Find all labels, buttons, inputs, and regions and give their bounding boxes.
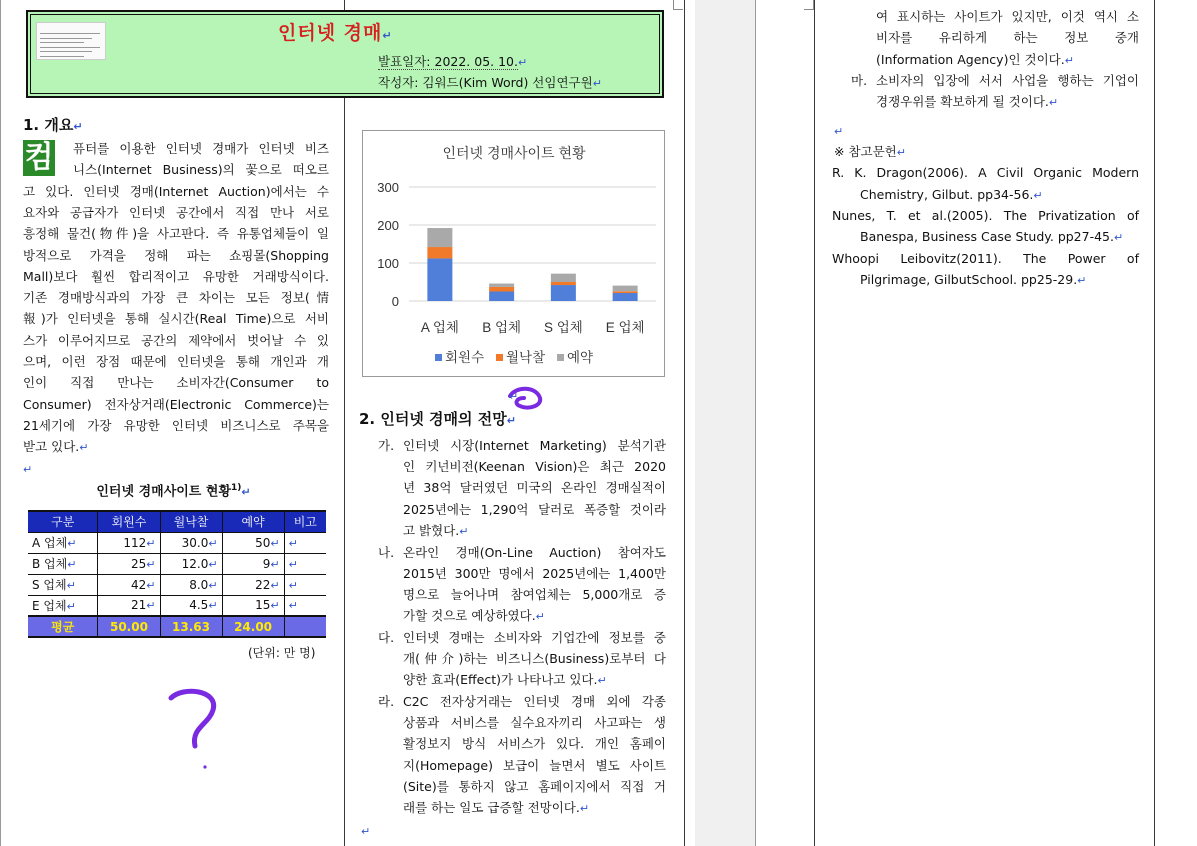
paragraph-mark: ↵	[597, 674, 607, 688]
body-line-text: 으며, 이런 장점 때문에 인터넷을 통해 개인과 개	[23, 354, 329, 369]
table-cell[interactable]	[160, 553, 222, 574]
table-header-cell: 회원수	[98, 511, 160, 532]
list-marker	[378, 435, 394, 456]
empty-paragraph-3	[834, 120, 843, 142]
table-cell[interactable]	[98, 595, 160, 616]
continuation-text: 비자를 유리하게 하는 정보 중개	[876, 30, 1139, 46]
reference-line	[860, 184, 1043, 206]
list-marker	[378, 627, 394, 648]
body-line-text: 21세기에 가장 유망한 인터넷 비즈니스로 주목을	[23, 417, 329, 433]
paragraph-mark: ↵	[270, 557, 280, 571]
table-cell-text: 22	[255, 577, 271, 592]
list-line	[403, 776, 666, 797]
table-cell-text: 42	[131, 577, 147, 592]
page-2[interactable]	[755, 0, 1197, 846]
body-line	[23, 351, 329, 372]
table-cell[interactable]	[284, 595, 326, 616]
table-cell-text: 8.0	[189, 577, 209, 592]
body-line-text: 니스(Internet Business)의 꽃으로 떠오르	[73, 162, 329, 178]
list-line	[403, 499, 666, 520]
bar-월낙찰-2	[551, 282, 576, 285]
y-tick-label: 300	[377, 180, 399, 195]
reference-line	[832, 162, 1139, 183]
drop-cap: 컴	[24, 140, 54, 175]
stacked-bar-chart	[363, 131, 666, 378]
y-tick-label: 100	[377, 256, 399, 271]
thumbnail-line	[40, 38, 92, 39]
body-line-text: 인이 직접 만나는 소비자간(Consumer to	[23, 375, 329, 391]
table-cell-text: 50	[255, 535, 271, 550]
section2-heading: 2. 인터넷 경매의 전망↵	[359, 410, 516, 428]
table-cell[interactable]	[98, 553, 160, 574]
bar-월낙찰-3	[613, 291, 638, 293]
body-line	[23, 308, 329, 329]
table-cell[interactable]	[222, 553, 284, 574]
list-line	[403, 648, 666, 669]
body-line	[73, 138, 329, 159]
x-tick-label: B 업체	[482, 320, 522, 335]
paragraph-mark: ↵	[67, 537, 77, 550]
list-marker	[378, 691, 394, 712]
table-cell[interactable]	[28, 532, 98, 553]
list-line-text: 상품과 서비스를 실수요자끼리 사고파는 생	[403, 715, 666, 731]
body-line-text: 기존 경매방식과의 가장 큰 차이는 모든 정보(情	[23, 290, 329, 306]
table-header-cell: 구분	[28, 511, 98, 532]
list-line	[403, 563, 666, 584]
table-cell[interactable]	[222, 574, 284, 595]
body-line	[73, 159, 329, 180]
thumbnail-image[interactable]	[36, 22, 106, 60]
data-table[interactable]	[28, 510, 326, 638]
body-line-text: 報)가 인터넷을 통해 실시간(Real Time)으로 서비	[23, 311, 329, 327]
body-line-text: 받고 있다.	[23, 439, 80, 455]
paragraph-mark: ↵	[1048, 96, 1059, 110]
list-line	[403, 435, 666, 456]
table-header-cell: 비고	[284, 511, 326, 532]
body-line	[23, 266, 329, 287]
continuation-line	[876, 6, 1139, 27]
body-line	[23, 415, 329, 436]
table-cell[interactable]	[222, 532, 284, 553]
table-cell-text: 9	[262, 556, 271, 571]
paragraph-mark: ↵	[896, 146, 906, 160]
body-line-text: 방적으로 가격을 정해 파는 쇼핑몰(Shopping	[23, 247, 329, 263]
bar-월낙찰-0	[427, 247, 452, 258]
paragraph-mark: ↵	[1064, 53, 1074, 67]
table-cell-text: A 업체	[32, 536, 68, 550]
body-line-text: 스가 이루어지므로 공간의 제약에서 벗어날 수 있	[23, 332, 329, 348]
bar-예약-0	[427, 228, 452, 247]
margin-line-right	[684, 0, 685, 846]
table-cell-text: 4.5	[189, 598, 209, 613]
list-line-text: 경쟁우위를 확보하게 될 것이다.	[876, 94, 1049, 110]
body-line	[23, 245, 329, 266]
table-cell-text: 21	[131, 598, 147, 613]
list-line	[403, 456, 666, 477]
body-line-text: 고 있다. 인터넷 경매(Internet Auction)에서는 수	[23, 183, 329, 199]
chart-x-ticks	[421, 319, 645, 335]
paragraph-mark: ↵	[288, 557, 298, 571]
crop-mark	[804, 0, 814, 10]
references-heading-text: ※ 참고문헌	[834, 144, 897, 160]
column-divider	[344, 0, 345, 846]
list-marker-text: 가.	[378, 438, 395, 453]
list-line	[403, 712, 666, 733]
list-line-text: 년 38억 달러였던 미국의 온라인 경매실적이	[403, 480, 666, 496]
list-line-text: 2015년 300만 명에서 2025년에는 1,400만	[403, 565, 666, 581]
table-cell[interactable]	[28, 595, 98, 616]
list-line-text: 래를 하는 일도 급증할 전망이다.	[403, 799, 580, 815]
body-line-text: 요자와 공급자가 인터넷 공간에서 직접 만나 서로	[23, 204, 329, 220]
list-line-text: (Site)를 통하지 않고 홈페이지에서 직접 거	[403, 778, 666, 794]
margin-line-left	[814, 0, 815, 846]
table-cell[interactable]	[160, 532, 222, 553]
table-cell[interactable]	[98, 574, 160, 595]
list-line-text: 활정보지 방식 서비스가 있다. 개인 홈페이	[403, 736, 666, 752]
reference-line	[860, 226, 1123, 248]
paragraph-mark: ↵	[208, 557, 218, 571]
thumbnail-line	[40, 47, 100, 48]
bar-회원수-1	[489, 292, 514, 302]
table-cell[interactable]	[222, 595, 284, 616]
table-cell-text: 15	[255, 598, 271, 613]
reference-text: Nunes, T. et al.(2005). The Privatization of	[832, 207, 1139, 223]
table-row	[28, 553, 326, 574]
paragraph-mark: ↵	[79, 441, 89, 455]
list-line	[403, 605, 545, 627]
paragraph-mark: ↵	[146, 599, 156, 613]
publication-date: 발표일자: 2022. 05. 10.↵	[378, 54, 528, 69]
reference-line	[832, 205, 1139, 226]
y-tick-label: 0	[391, 294, 399, 309]
paragraph-mark: ↵	[67, 558, 77, 571]
list-marker	[378, 542, 394, 563]
table-header-cell: 월낙찰	[160, 511, 222, 532]
table-footer-cell	[284, 616, 326, 637]
table-cell-text: S 업체	[32, 578, 67, 592]
list-line-text: 고 밝혔다.	[403, 522, 460, 538]
table-footer-cell: 평균	[28, 616, 98, 637]
thumbnail-line	[40, 56, 84, 57]
paragraph-mark: ↵	[459, 524, 469, 538]
paragraph-mark: ↵	[146, 557, 156, 571]
body-line	[23, 436, 88, 458]
body-line	[23, 202, 329, 223]
list-line	[403, 797, 589, 819]
body-line	[23, 330, 329, 351]
body-line	[23, 223, 329, 244]
table-footer-cell: 13.63	[160, 616, 222, 637]
references-heading	[834, 141, 906, 163]
list-line-text: 개(仲介)하는 비즈니스(Business)로부터 다	[403, 651, 666, 666]
legend-swatch	[557, 354, 564, 361]
reference-line	[860, 269, 1086, 291]
empty-paragraph: ↵	[23, 463, 33, 476]
unit-label: (단위: 만 명)	[248, 646, 316, 660]
reference-text: Banespa, Business Case Study. pp27-45.	[860, 229, 1114, 245]
legend-label: 회원수	[445, 350, 485, 365]
body-line	[23, 394, 329, 415]
legend-label: 월낙찰	[506, 350, 546, 365]
list-line-text: 인터넷 경매는 소비자와 기업간에 정보를 중	[403, 629, 666, 645]
thumbnail-line	[40, 42, 84, 43]
table-caption: 인터넷 경매사이트 현황$^{1)}$↵	[96, 483, 251, 500]
list-line	[876, 70, 1139, 91]
list-line	[403, 520, 468, 542]
author-line: 작성자: 김워드(Kim Word) 선임연구원↵	[378, 75, 602, 90]
list-line-text: 명으로 늘어나며 참여업체는 5,000개로 증	[403, 586, 666, 602]
continuation-line	[876, 27, 1139, 48]
list-line-text: 가할 것으로 예상하였다.	[403, 608, 536, 624]
table-row	[28, 595, 326, 616]
table-footer-cell: 24.00	[222, 616, 284, 637]
paragraph-mark: ↵	[288, 599, 298, 613]
paragraph-mark: ↵	[1077, 273, 1087, 287]
body-line-text: Mall)보다 훨씬 합리적이고 유망한 거래방식이다.	[23, 268, 329, 284]
list-marker-text: 마.	[851, 72, 868, 88]
paragraph-mark: ↵	[834, 125, 844, 139]
y-tick-label: 200	[377, 218, 399, 233]
list-line-text: 양한 효과(Effect)가 나타나고 있다.	[403, 672, 598, 688]
paragraph-mark: ↵	[288, 536, 298, 550]
chart-y-ticks	[377, 180, 399, 309]
paragraph-mark: ↵	[66, 579, 76, 592]
legend-swatch	[435, 354, 442, 361]
paragraph-mark: ↵	[270, 599, 280, 613]
chart-anchor-mark: ↵	[509, 390, 519, 403]
document-title: 인터넷 경매↵	[278, 22, 393, 44]
table-row	[28, 532, 326, 553]
legend-label: 예약	[567, 350, 594, 365]
table-footer-cell: 50.00	[98, 616, 160, 637]
paragraph-mark: ↵	[66, 599, 76, 613]
list-marker	[851, 70, 867, 91]
list-line-text: 소비자의 입장에 서서 사업을 행하는 기업이	[876, 72, 1139, 88]
paragraph-mark: ↵	[1033, 188, 1043, 202]
table-cell[interactable]	[284, 553, 326, 574]
table-header-cell: 예약	[222, 511, 284, 532]
chart-legend	[435, 349, 593, 365]
table-cell-text: 12.0	[181, 556, 209, 571]
table-cell-text: B 업체	[32, 557, 68, 571]
paragraph-mark: ↵	[270, 536, 280, 550]
list-line-text: 2025년에는 1,290억 달러로 폭증할 것이라	[403, 501, 666, 517]
chart-title: 인터넷 경매사이트 현황	[442, 145, 586, 161]
table-row	[28, 574, 326, 595]
list-line-text: 지(Homepage) 보급이 늘면서 별도 사이트	[403, 757, 666, 773]
paragraph-mark: ↵	[535, 610, 545, 624]
list-line-text: C2C 전자상거래는 인터넷 경매 외에 각종	[403, 693, 666, 709]
paragraph-mark: ↵	[146, 578, 156, 592]
bar-회원수-3	[613, 293, 638, 301]
table-footer-row	[28, 616, 326, 637]
body-line-text: 흥정해 물건(物件)을 사고판다. 즉 유통업체들이 일	[23, 226, 329, 242]
table-cell[interactable]	[160, 574, 222, 595]
reference-text: Chemistry, Gilbut. pp34-56.	[860, 186, 1034, 202]
paragraph-mark: ↵	[208, 578, 218, 592]
legend-swatch	[496, 354, 503, 361]
list-line-text: 온라인 경매(On-Line Auction) 참여자도	[403, 544, 666, 560]
table-cell-text: E 업체	[32, 598, 67, 613]
page-gap	[695, 0, 755, 846]
title-box[interactable]	[26, 10, 664, 98]
table-cell-text: 112	[123, 535, 147, 550]
empty-paragraph-2: ↵	[361, 825, 371, 838]
footnote-mark[interactable]: 1)	[231, 483, 242, 493]
continuation-line	[876, 49, 1074, 71]
x-tick-label: A 업체	[420, 320, 459, 335]
bar-예약-1	[489, 284, 514, 287]
table-cell[interactable]	[98, 532, 160, 553]
chart-box[interactable]	[362, 130, 665, 377]
paragraph-mark: ↵	[208, 599, 218, 613]
table-cell[interactable]	[284, 532, 326, 553]
reference-text: R. K. Dragon(2006). A Civil Organic Modern	[832, 165, 1139, 181]
x-tick-label: E 업체	[605, 320, 645, 335]
list-line	[403, 477, 666, 498]
table-body	[28, 532, 326, 616]
list-line-text: 인 키넌비전(Keenan Vision)은 최근 2020	[403, 459, 666, 475]
bar-예약-3	[613, 286, 638, 292]
continuation-text: 여 표시하는 사이트가 있지만, 이것 역시 소	[876, 9, 1139, 24]
list-line	[876, 91, 1058, 113]
reference-text: Whoopi Leibovitz(2011). The Power of	[832, 250, 1139, 266]
column-divider-2	[1154, 0, 1155, 846]
paragraph-mark: ↵	[270, 578, 280, 592]
list-line	[403, 627, 666, 648]
list-line	[403, 733, 666, 754]
paragraph-mark: ↵	[1113, 231, 1124, 245]
bar-회원수-2	[551, 285, 576, 301]
bar-예약-2	[551, 274, 576, 282]
list-marker-text: 라.	[378, 693, 395, 709]
body-line-text: Consumer) 전자상거래(Electronic Commerce)는	[23, 396, 329, 412]
bar-월낙찰-1	[489, 287, 514, 292]
paragraph-mark: ↵	[288, 578, 298, 592]
section1-heading: 1. 개요↵	[23, 116, 83, 134]
table-cell[interactable]	[28, 574, 98, 595]
list-line	[403, 691, 666, 712]
continuation-text: (Information Agency)인 것이다.	[876, 51, 1065, 67]
list-line	[403, 755, 666, 776]
list-line-text: 인터넷 시장(Internet Marketing) 분석기관	[403, 438, 666, 453]
list-line	[403, 669, 607, 691]
body-line-text: 퓨터를 이용한 인터넷 경매가 인터넷 비즈	[73, 141, 329, 156]
paragraph-mark: ↵	[208, 536, 218, 550]
thumbnail-line	[40, 33, 100, 34]
table-header-row	[28, 511, 326, 532]
chart-bars	[427, 228, 637, 301]
thumbnail-line	[40, 51, 92, 52]
body-line	[23, 181, 329, 202]
paragraph-mark: ↵	[579, 801, 590, 815]
body-line	[23, 372, 329, 393]
paragraph-mark: ↵	[146, 536, 156, 550]
table-cell-text: 30.0	[181, 535, 209, 550]
list-line	[403, 542, 666, 563]
table-cell[interactable]	[28, 553, 98, 574]
reference-line	[832, 248, 1139, 269]
reference-text: Pilgrimage, GilbutSchool. pp25-29.	[860, 271, 1078, 287]
table-cell-text: 25	[131, 556, 147, 571]
x-tick-label: S 업체	[543, 320, 583, 335]
list-line	[403, 584, 666, 605]
table-cell[interactable]	[160, 595, 222, 616]
list-marker-text: 나.	[378, 544, 395, 560]
handwritten-question-mark	[161, 686, 231, 776]
list-marker-text: 다.	[378, 629, 395, 645]
bar-회원수-0	[427, 258, 452, 301]
table-cell[interactable]	[284, 574, 326, 595]
body-line	[23, 287, 329, 308]
crop-mark	[673, 0, 683, 10]
